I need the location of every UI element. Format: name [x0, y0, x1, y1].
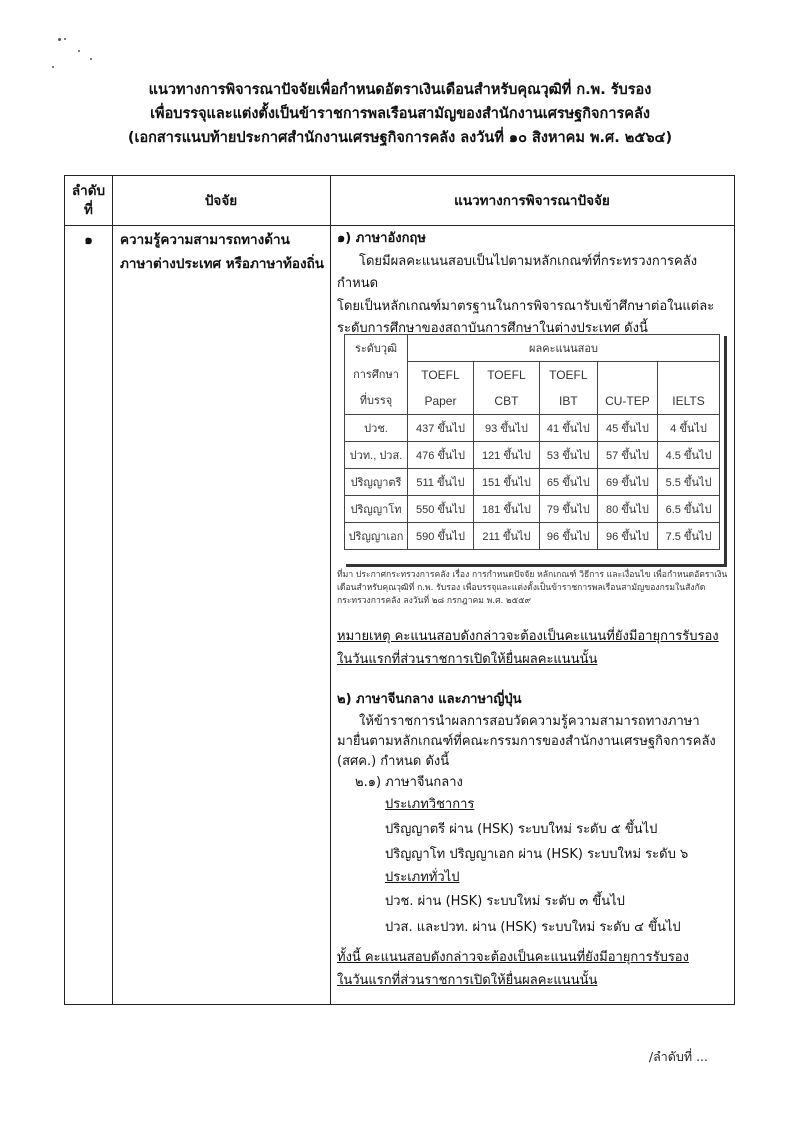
section-2-para-line: (สศค.) กำหนด ดังนี้ — [337, 753, 450, 769]
level-header-line: การศึกษา — [353, 368, 399, 381]
document-title — [0, 78, 800, 150]
test-header-toefl-cbt: TOEFL CBT — [473, 362, 539, 415]
scan-speck — [90, 58, 92, 60]
score-cell: 5.5 ขึ้นไป — [658, 469, 720, 496]
score-cell: 93 ขึ้นไป — [473, 415, 539, 442]
general-label: ประเภททั่วไป — [385, 869, 460, 885]
section-1-para-line: โดยเป็นหลักเกณฑ์มาตรฐานในการพิจารณารับเข้าศึกษาต่อในแต่ละ — [337, 298, 715, 314]
scan-speck — [58, 38, 61, 41]
score-cell: 80 ขึ้นไป — [597, 496, 657, 523]
test-header-cu-tep: CU-TEP — [597, 362, 657, 415]
score-row-level: ปริญญาโท — [345, 496, 408, 523]
score-row — [345, 496, 720, 523]
factor-line-2: ภาษาต่างประเทศ หรือภาษาท้องถิ่น — [120, 256, 324, 272]
header-factor: ปัจจัย — [204, 192, 238, 209]
section-1-para-line: ระดับการศึกษาของสถาบันการศึกษาในต่างประเทศ ดังนี้ — [337, 321, 648, 336]
row-order: ๑ — [84, 232, 93, 248]
score-cell: 65 ขึ้นไป — [539, 469, 597, 496]
title-line-1: แนวทางการพิจารณาปัจจัยเพื่อกำหนดอัตราเงินเดือนสำหรับคุณวุฒิที่ ก.พ. รับรอง — [148, 82, 652, 98]
test-header-toefl-ibt: TOEFL IBT — [539, 362, 597, 415]
test-header-ielts: IELTS — [658, 362, 720, 415]
score-cell: 96 ขึ้นไป — [597, 523, 657, 550]
level-header-line: ที่บรรจุ — [359, 394, 393, 407]
score-row — [345, 442, 720, 469]
academic-item: ปริญญาตรี ผ่าน (HSK) ระบบใหม่ ระดับ ๕ ขึ้นไป — [385, 821, 658, 837]
general-item: ปวช. ผ่าน (HSK) ระบบใหม่ ระดับ ๓ ขึ้นไป — [385, 894, 625, 909]
main-table — [64, 175, 735, 1005]
score-cell: 53 ขึ้นไป — [539, 442, 597, 469]
header-order-line2: ที่ — [84, 202, 93, 218]
section-1-para-line: โดยมีผลคะแนนสอบเป็นไปตามหลักเกณฑ์ที่กระทรวงการคลังกำหนด — [337, 253, 698, 291]
score-row-level: ปวท., ปวส. — [345, 442, 408, 469]
score-cell: 151 ขึ้นไป — [473, 469, 539, 496]
score-row-level: ปริญญาเอก — [345, 523, 408, 550]
score-table-level-header — [345, 335, 408, 415]
remark-1-line-2: ในวันแรกที่ส่วนราชการเปิดให้ยื่นผลคะแนนนั้น — [337, 651, 598, 667]
score-cell: 96 ขึ้นไป — [539, 523, 597, 550]
header-order-line1: ลำดับ — [71, 183, 106, 199]
academic-label: ประเภทวิชาการ — [385, 797, 475, 812]
score-cell: 45 ขึ้นไป — [597, 415, 657, 442]
title-line-3: (เอกสารแนบท้ายประกาศสำนักงานเศรษฐกิจการคลัง ลงวันที่ ๑๐ สิงหาคม พ.ศ. ๒๕๖๔) — [127, 130, 673, 146]
score-table — [344, 334, 720, 550]
title-line-2: เพื่อบรรจุและแต่งตั้งเป็นข้าราชการพลเรือนสามัญของสำนักงานเศรษฐกิจการคลัง — [150, 106, 650, 122]
academic-item: ปริญญาโท ปริญญาเอก ผ่าน (HSK) ระบบใหม่ ระดับ ๖ — [385, 846, 689, 862]
scan-speck — [52, 66, 54, 68]
scan-speck — [78, 50, 80, 52]
score-table-group-header: ผลคะแนนสอบ — [408, 335, 720, 362]
source-note: ที่มา ประกาศกระทรวงการคลัง เรื่อง การกำหนดปัจจัย หลักเกณฑ์ วิธีการ และเงื่อนไข เพื่อกำหนดอัตราเงินเดือนสำหรับคุณวุฒิที่ ก.พ. รับรอง เพื่อบรรจุและแต่งตั้งเป็นข้าราชการพลเรือนสามัญของกรมในสังกัดกระทรวงการคลัง ลงวันที่ ๒๘ กรกฎาคม พ.ศ. ๒๕๕๙ — [337, 570, 728, 606]
section-2-1-heading: ๒.๑) ภาษาจีนกลาง — [355, 774, 463, 790]
section-2-para-line: ให้ข้าราชการนำผลการสอบวัดความรู้ความสามารถทางภาษา — [359, 713, 700, 729]
score-row — [345, 523, 720, 550]
score-cell: 476 ขึ้นไป — [408, 442, 474, 469]
remark-1-line-1: หมายเหตุ คะแนนสอบดังกล่าวจะต้องเป็นคะแนนที่ยังมีอายุการรับรอง — [337, 629, 719, 644]
score-row — [345, 469, 720, 496]
header-guideline: แนวทางการพิจารณาปัจจัย — [454, 192, 610, 209]
score-cell: 6.5 ขึ้นไป — [658, 496, 720, 523]
score-cell: 69 ขึ้นไป — [597, 469, 657, 496]
guideline-content — [337, 228, 729, 341]
remark-2-line-1: ทั้งนี้ คะแนนสอบดังกล่าวจะต้องเป็นคะแนนที่ยังมีอายุการรับรอง — [337, 950, 689, 965]
guideline-content-continued — [337, 569, 729, 992]
scan-speck — [64, 38, 66, 40]
factor-line-1: ความรู้ความสามารถทางด้าน — [120, 232, 290, 248]
score-row-level: ปริญญาตรี — [345, 469, 408, 496]
score-cell: 211 ขึ้นไป — [473, 523, 539, 550]
score-cell: 4 ขึ้นไป — [658, 415, 720, 442]
remark-2-line-2: ในวันแรกที่ส่วนราชการเปิดให้ยื่นผลคะแนนนั้น — [337, 972, 598, 988]
column-divider — [112, 176, 113, 1004]
score-cell: 511 ขึ้นไป — [408, 469, 474, 496]
score-row — [345, 415, 720, 442]
score-cell: 7.5 ขึ้นไป — [658, 523, 720, 550]
test-header-toefl-paper: TOEFL Paper — [408, 362, 474, 415]
score-row-level: ปวช. — [345, 415, 408, 442]
row-factor — [120, 228, 330, 276]
score-cell: 79 ขึ้นไป — [539, 496, 597, 523]
score-cell: 4.5 ขึ้นไป — [658, 442, 720, 469]
score-cell: 590 ขึ้นไป — [408, 523, 474, 550]
level-header-line: ระดับวุฒิ — [354, 342, 398, 355]
score-cell: 57 ขึ้นไป — [597, 442, 657, 469]
column-divider — [330, 176, 331, 1004]
score-cell: 550 ขึ้นไป — [408, 496, 474, 523]
section-2-para-line: มายื่นตามหลักเกณฑ์ที่คณะกรรมการของสำนักงานเศรษฐกิจการคลัง — [337, 733, 716, 749]
header-order — [65, 176, 112, 226]
continuation-marker: /ลำดับที่ ... — [648, 1049, 708, 1064]
score-cell: 437 ขึ้นไป — [408, 415, 474, 442]
general-item: ปวส. และปวท. ผ่าน (HSK) ระบบใหม่ ระดับ ๔ ขึ้นไป — [385, 920, 681, 935]
section-2-heading: ๒) ภาษาจีนกลาง และภาษาญี่ปุ่น — [337, 692, 522, 707]
score-cell: 181 ขึ้นไป — [473, 496, 539, 523]
score-cell: 121 ขึ้นไป — [473, 442, 539, 469]
section-1-heading: ๑) ภาษาอังกฤษ — [337, 231, 426, 246]
score-cell: 41 ขึ้นไป — [539, 415, 597, 442]
